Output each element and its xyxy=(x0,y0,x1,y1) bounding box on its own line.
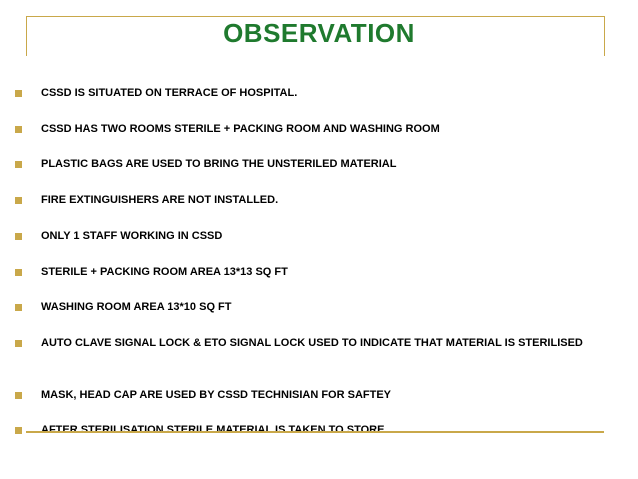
square-bullet-icon xyxy=(15,126,22,133)
square-bullet-icon xyxy=(15,269,22,276)
square-bullet-icon xyxy=(15,233,22,240)
bullet-text: CSSD IS SITUATED ON TERRACE OF HOSPITAL. xyxy=(41,87,298,99)
bullet-text: FIRE EXTINGUISHERS ARE NOT INSTALLED. xyxy=(41,194,279,206)
square-bullet-icon xyxy=(15,304,22,311)
square-bullet-icon xyxy=(15,392,22,399)
slide-title: OBSERVATION xyxy=(223,18,415,48)
bullet-text: WASHING ROOM AREA 13*10 SQ FT xyxy=(41,301,232,313)
bullet-text: PLASTIC BAGS ARE USED TO BRING THE UNSTERILED MATERIAL xyxy=(41,158,397,170)
square-bullet-icon xyxy=(15,197,22,204)
bullet-text: STERILE + PACKING ROOM AREA 13*13 SQ FT xyxy=(41,266,288,278)
frame-bottom-line xyxy=(26,431,604,433)
bullet-text: AUTO CLAVE SIGNAL LOCK & ETO SIGNAL LOCK USED TO INDICATE THAT MATERIAL IS STERILISED xyxy=(41,337,583,349)
square-bullet-icon xyxy=(15,161,22,168)
bullet-text: AFTER STERILISATION STERILE MATERIAL IS TAKEN TO STORE xyxy=(41,424,385,436)
square-bullet-icon xyxy=(15,340,22,347)
bullet-text: CSSD HAS TWO ROOMS STERILE + PACKING ROOM AND WASHING ROOM xyxy=(41,123,440,135)
bullet-text: MASK, HEAD CAP ARE USED BY CSSD TECHNISIAN FOR SAFTEY xyxy=(41,389,392,401)
square-bullet-icon xyxy=(15,90,22,97)
bullet-text: ONLY 1 STAFF WORKING IN CSSD xyxy=(41,230,223,242)
square-bullet-icon xyxy=(15,427,22,434)
